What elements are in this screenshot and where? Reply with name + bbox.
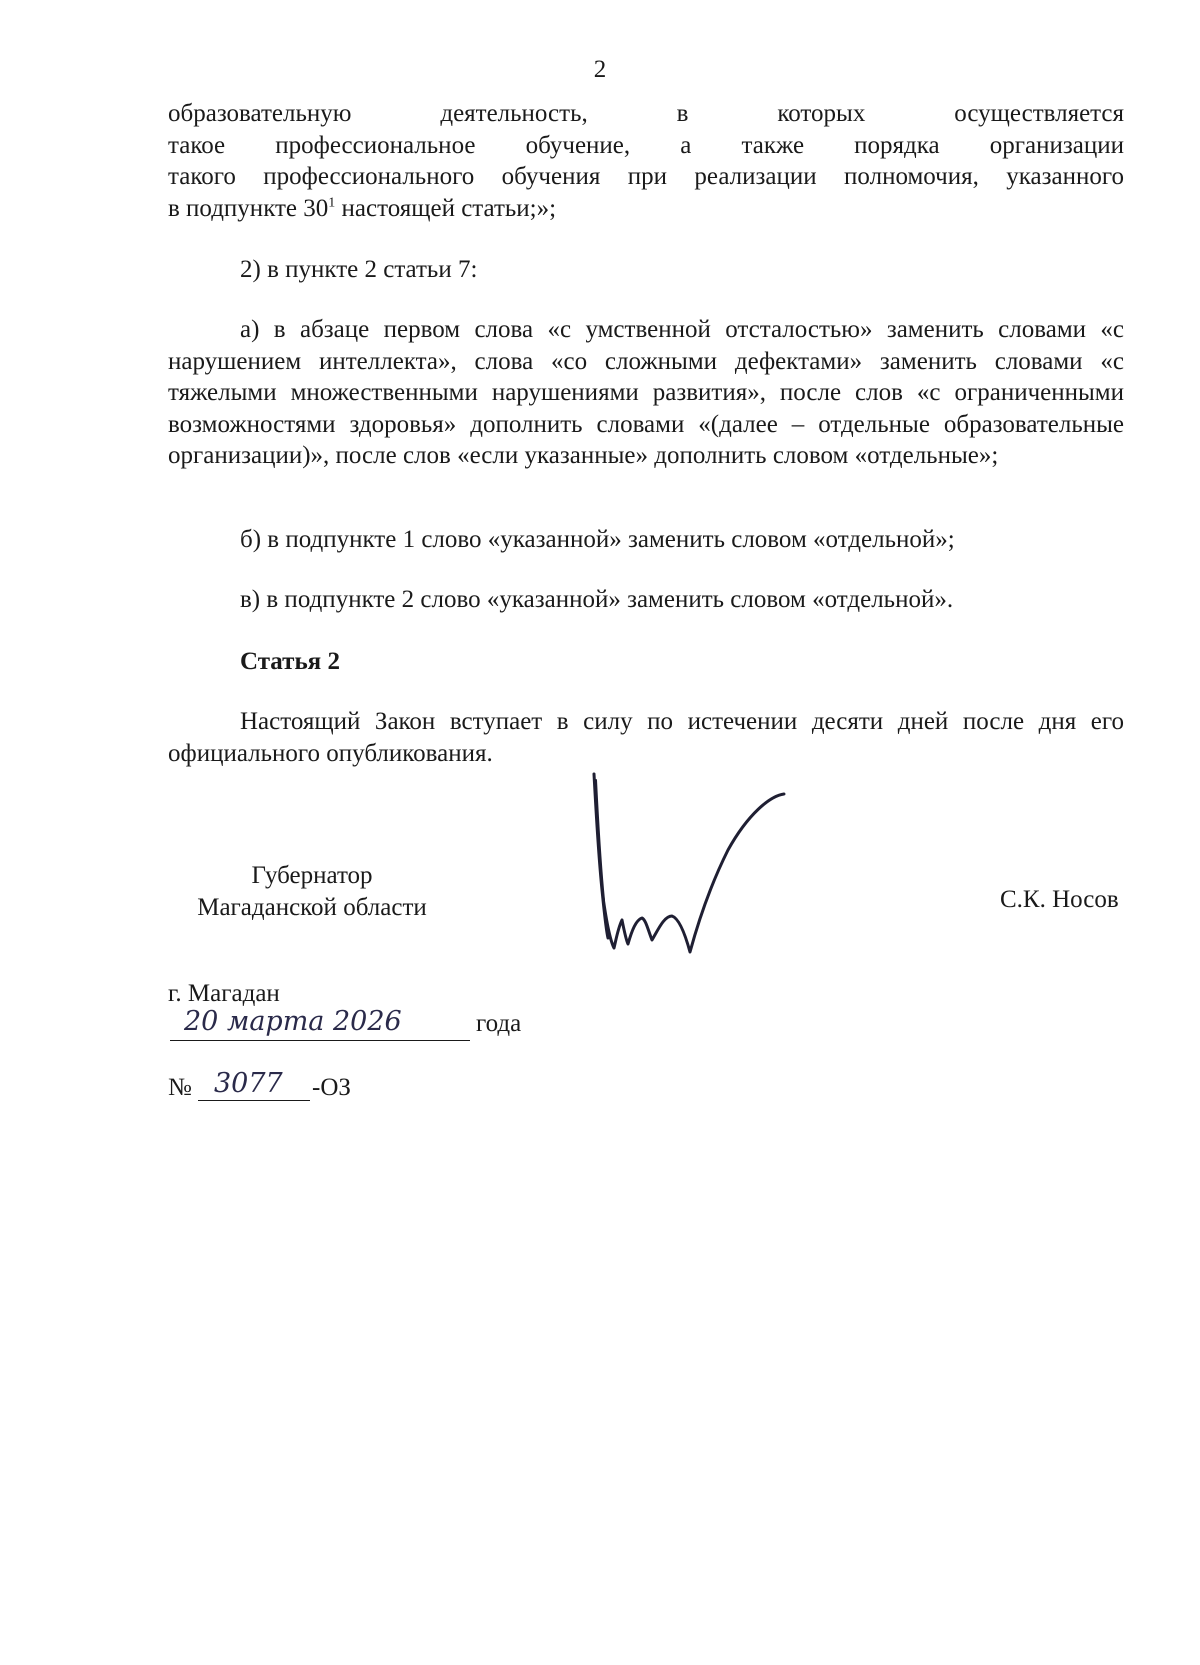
place-of-signing: г. Магадан	[168, 980, 280, 1007]
paragraph-line-last	[168, 193, 1124, 225]
paragraph-amendment-point: 2) в пункте 2 статьи 7:	[240, 256, 478, 283]
paragraph-line: образовательную деятельность, в которых осуществляется	[168, 100, 1124, 127]
article-heading: Статья 2	[240, 648, 340, 675]
signatory-name: С.К. Носов	[1000, 886, 1119, 913]
number-suffix: -ОЗ	[312, 1074, 351, 1101]
paragraph-line: такое профессиональное обучение, а также порядка организации	[168, 131, 1124, 159]
signatory-title-line: Магаданской области	[197, 893, 427, 921]
handwritten-number: 3077	[214, 1068, 283, 1099]
paragraph-subpoint-a: а) в абзаце первом слова «с умственной отсталостью» заменить словами «с нарушением интеллекта», слова «со сложными дефектами» заменить словами «с тяжелыми множественными нарушениями развития», после слов «с ограниченными возможностями здоровья» дополнить словами «(далее – отдельные образовательные организации)», после слов «если указанные» дополнить словом «отдельные»;	[168, 316, 1124, 469]
superscript: 1	[328, 195, 336, 211]
number-prefix: №	[168, 1074, 192, 1101]
paragraph-line: такого профессионального обучения при реализации полномочия, указанного	[168, 163, 1124, 190]
handwritten-signature	[580, 770, 840, 1020]
paragraph-subpoint-b: б) в подпункте 1 слово «указанной» заменить словом «отдельной»;	[240, 526, 955, 553]
date-field	[170, 1008, 470, 1041]
paragraph-continuation	[168, 98, 1124, 224]
number-field	[198, 1068, 310, 1101]
text-fragment: в подпункте 30	[168, 194, 329, 222]
handwritten-date: 20 марта 2026	[184, 1006, 402, 1037]
date-suffix: года	[476, 1010, 522, 1037]
paragraph-subpoint-c: в) в подпункте 2 слово «указанной» заменить словом «отдельной».	[240, 586, 954, 613]
signatory-title-line: Губернатор	[251, 862, 373, 889]
page-number: 2	[593, 56, 607, 83]
signatory-title	[172, 860, 452, 923]
text-fragment: настоящей статьи;»;	[335, 194, 557, 222]
paragraph-effective-date: Настоящий Закон вступает в силу по истечении десяти дней после дня его официального опубликования.	[168, 708, 1124, 767]
